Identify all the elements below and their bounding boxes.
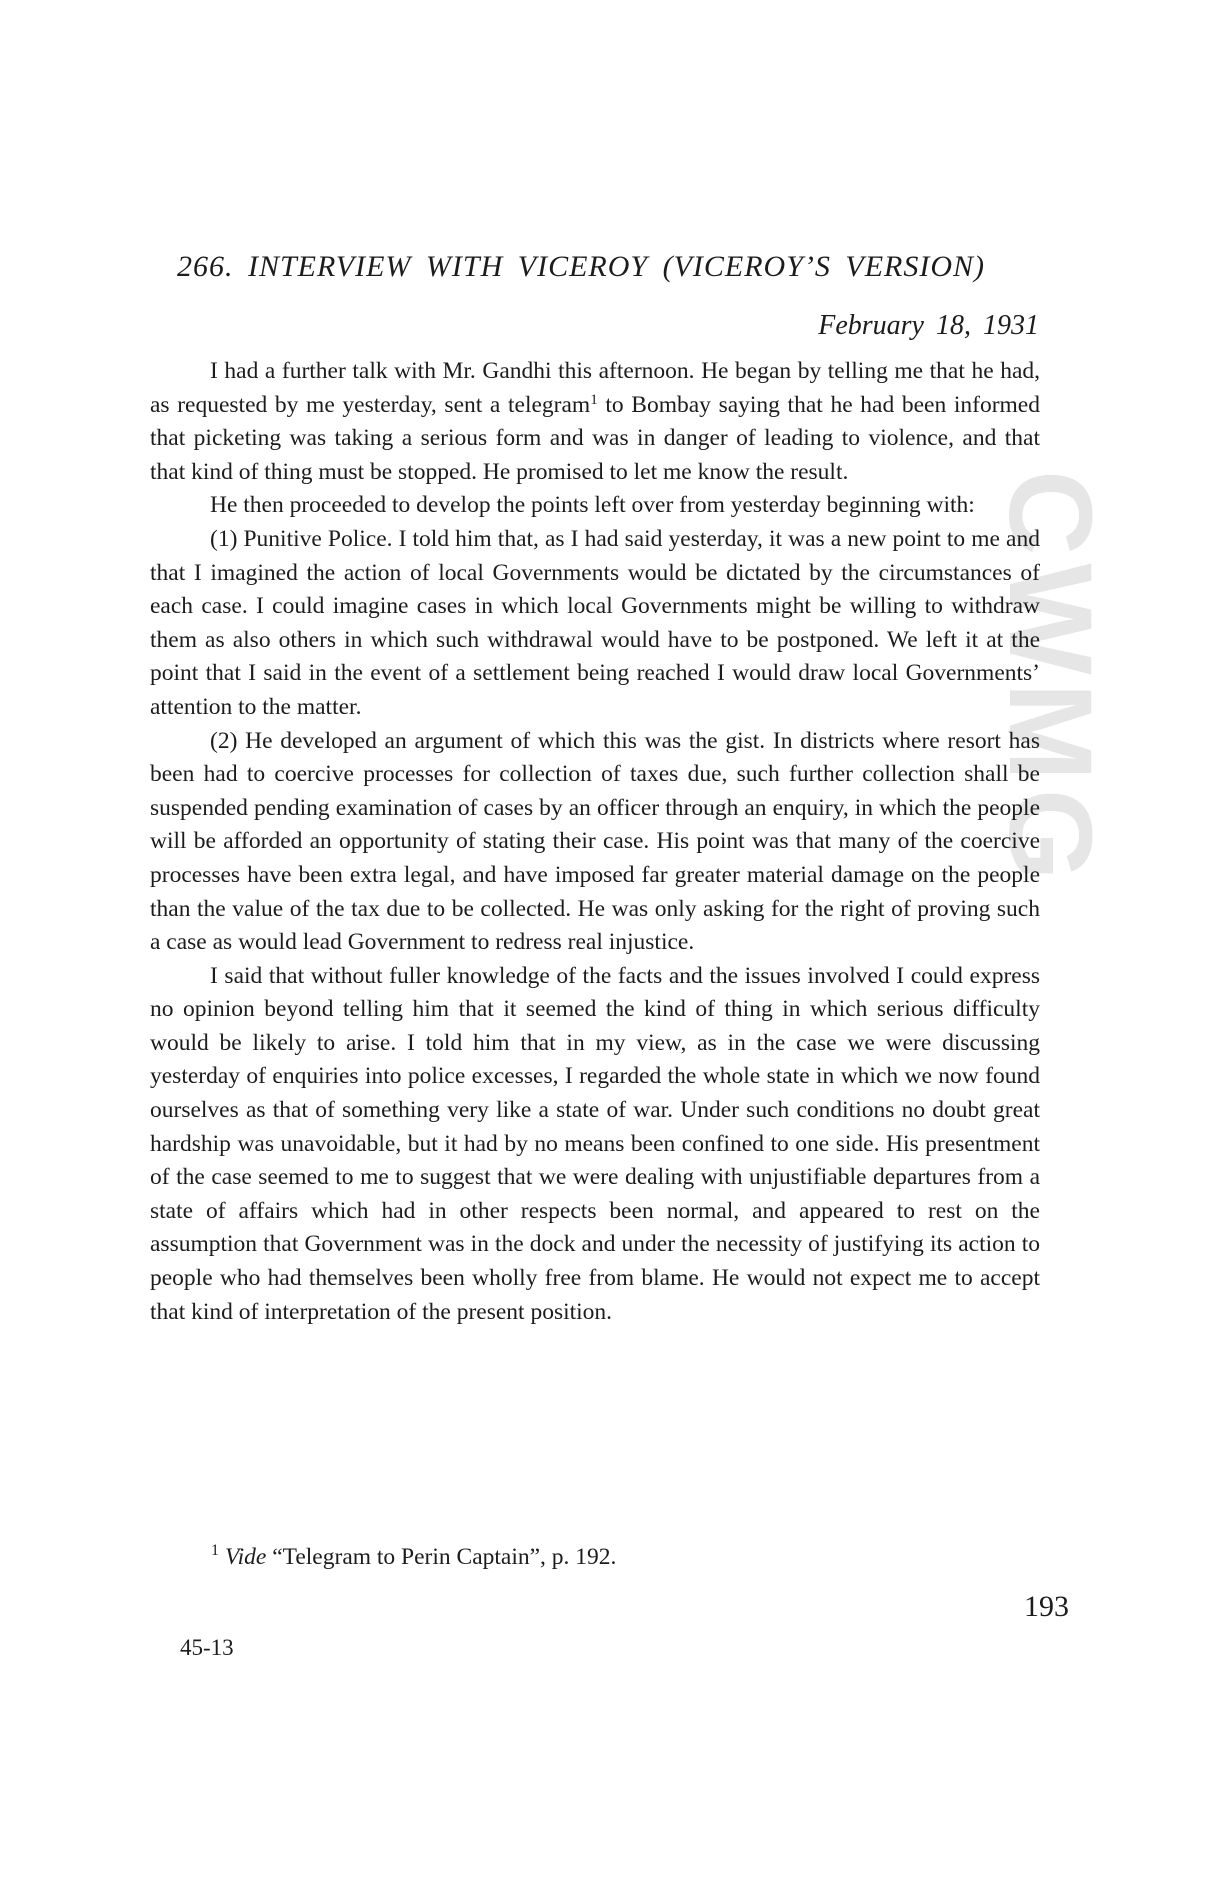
sheet-code: 45-13	[180, 1635, 234, 1660]
footnote-mark: 1	[211, 1542, 219, 1559]
watermark: CWMG	[984, 470, 1116, 889]
paragraph: I said that without fuller knowledge of the facts and the issues involved I could express no opinion beyond telling him that it seemed the kind of thing in which serious difficulty would be likely to arise. I told him that in my view, as in the case we were discussing yesterday of enquiries into police excesses, I regarded the whole state in which we now found ourselves as that of something very like a state of war. Under such conditions no doubt great hardship was unavoidable, but it had by no means been confined to one side. His presentment of the case seemed to me to suggest that we were dealing with unjustifiable departures from a state of affairs which had in other respects been normal, and appeared to rest on the assumption that Government was in the dock and under the necessity of justifying its action to people who had themselves been wholly free from blame. He would not expect me to accept that kind of interpretation of the present position.	[150, 962, 1040, 1325]
article-body	[150, 355, 1040, 1329]
paragraph-text: to Bombay saying that he had been informed that picketing was taking a serious form and was in danger of leading to violence, and that that kind of thing must be stopped. He promised to let me know the result.	[150, 391, 1040, 485]
paragraph-text: I had a further talk with Mr. Gandhi this afternoon. He began by telling me that he had, as requested by me yesterday, sent a telegram	[150, 358, 1040, 418]
page-number: 193	[1024, 1590, 1069, 1623]
paragraph: (1) Punitive Police. I told him that, as I had said yesterday, it was a new point to me and that I imagined the action of local Governments would be dictated by the circumstances of each case. I could imagine cases in which local Governments might be willing to withdraw them as also others in which such withdrawal would have to be postponed. We left it at the point that I said in the event of a settlement being reached I would draw local Governments’ attention to the matter.	[150, 525, 1040, 720]
paragraph	[150, 355, 1040, 489]
footnote-vide: Vide	[225, 1544, 267, 1570]
article-date: February 18, 1931	[818, 310, 1039, 341]
paragraph: (2) He developed an argument of which this was the gist. In districts where resort has been had to coercive processes for collection of taxes due, such further collection shall be suspended pending examination of cases by an officer through an enquiry, in which the people will be afforded an opportunity of stating their case. His point was that many of the coercive processes have been extra legal, and have imposed far greater material damage on the people than the value of the tax due to be collected. He was only asking for the right of proving such a case as would lead Government to redress real injustice.	[150, 727, 1040, 956]
footnote-reference: 1	[590, 391, 598, 408]
footnote	[211, 1542, 616, 1571]
article-heading: 266. INTERVIEW WITH VICEROY (VICEROY’S VERSION)	[177, 250, 986, 283]
footnote-text: “Telegram to Perin Captain”, p. 192.	[266, 1544, 617, 1570]
paragraph: He then proceeded to develop the points left over from yesterday beginning with:	[210, 492, 975, 519]
